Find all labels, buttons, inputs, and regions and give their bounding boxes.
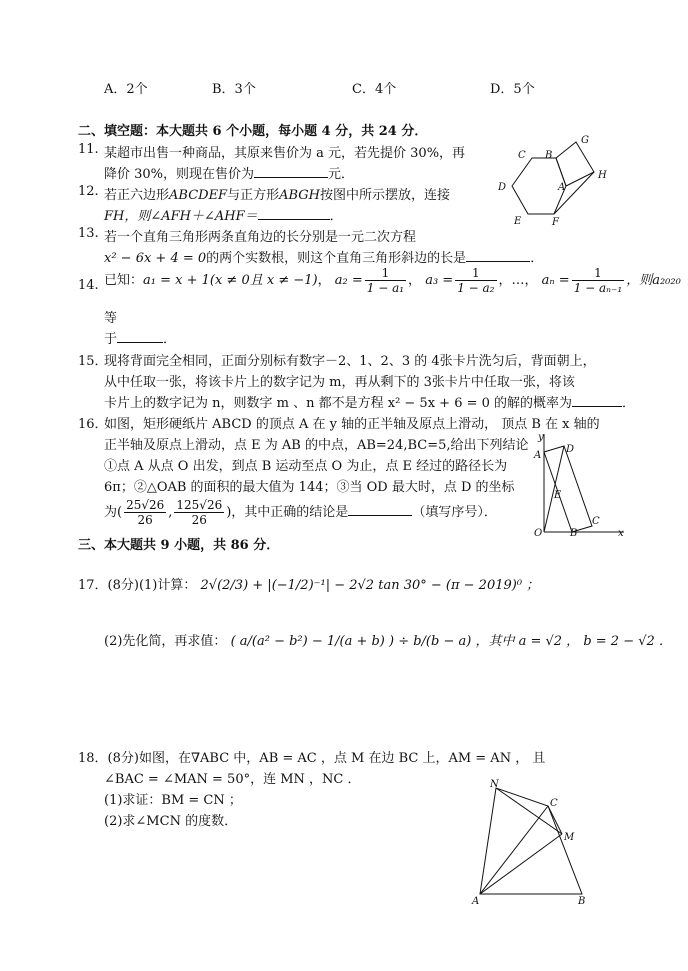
q15-answer-blank	[572, 394, 622, 407]
q15-line2: 从中任取一张，将该卡片上的数字记为 m，再从剩下的 3张卡片中任取一张，将该	[104, 375, 575, 390]
section-2-heading: 二、填空题：本大题共 6 个小题，每小题 4 分，共 24 分．	[78, 124, 428, 139]
q16-tail: （填写序号）．	[412, 505, 497, 520]
q17-line1	[78, 574, 539, 593]
q17-number: 17．(8分)	[78, 578, 139, 593]
hex-label-a: A	[558, 182, 566, 193]
q13-line1: 若一个直角三角形两条直角边的长分别是一元二次方程	[104, 230, 417, 245]
q16-line1: 如图，矩形硬纸片 ABCD 的顶点 A 在 y 轴的正半轴及原点上滑动， 顶点 B 在 x 轴的	[104, 417, 600, 432]
q14-lead: 已知：	[104, 273, 144, 288]
q14-a3: a₃ =	[425, 273, 454, 288]
q16-comma: ,	[168, 505, 173, 520]
q14-period: ．	[163, 332, 177, 347]
q11-unit: 元．	[328, 167, 355, 182]
q14-answer-blank	[117, 330, 163, 343]
q11-text: 降价 30%，则现在售价为	[104, 167, 255, 182]
q17-part1-label: (1)计算：	[138, 578, 197, 593]
q16-line2: 正半轴及原点上滑动，点 E 为 AB 的中点，AB=24,BC=5,给出下列结论	[104, 438, 529, 453]
tri-label-c: C	[550, 798, 558, 809]
rect-label-c: C	[592, 516, 600, 527]
q16-frac-y: $\frac{125√26}{26}$	[176, 498, 223, 527]
q16-open: 为(	[104, 505, 123, 520]
rect-label-a: A	[534, 450, 542, 461]
hex-label-h: H	[598, 170, 607, 181]
q14-frac-an: $\frac{1}{\text{1 − aₙ₋₁}}$	[573, 266, 623, 295]
choice-b: B．3个	[212, 82, 256, 97]
q11-answer-blank	[254, 165, 328, 178]
q14-number: 14.	[78, 278, 99, 293]
q16-line3: ①点 A 从点 O 出发，到点 B 运动至点 O 为止，点 E 经过的路径长为	[104, 459, 508, 474]
q13-period: ．	[530, 251, 544, 266]
q16-line4: 6π；②△OAB 的面积的最大值为 144；③当 OD 最大时，点 D 的坐标	[104, 480, 515, 495]
q11-line2	[104, 163, 354, 182]
hexagon-square-figure	[492, 128, 616, 230]
q12-square-name: ABGH	[279, 188, 320, 203]
q12-period: ．	[329, 209, 343, 224]
q13-answer-blank	[466, 249, 530, 262]
rectangle-axes-figure	[530, 428, 628, 540]
q16-text: )，其中正确的结论是	[226, 505, 349, 520]
q11-number: 11.	[78, 142, 99, 157]
q12-answer-blank	[258, 207, 330, 220]
q14-a1: a₁ = x + 1(x ≠ 0且 x ≠ −1)	[143, 273, 318, 288]
tri-label-a: A	[472, 896, 480, 907]
choice-d: D．5个	[490, 82, 535, 97]
hex-label-b: B	[545, 150, 553, 161]
q17-condition: ，其中 a = √2 ， b = 2 − √2 ．	[475, 634, 672, 649]
rect-label-y: y	[538, 432, 544, 443]
section-3-heading: 三、本大题共 9 小题，共 86 分．	[78, 538, 280, 553]
q12-number: 12.	[78, 184, 99, 199]
q15-period: ．	[622, 396, 636, 411]
q13-text: 的两个实数根，则这个直角三角形斜边的长是	[206, 251, 467, 266]
hex-label-e: E	[514, 216, 522, 227]
q12-angle-expr: ，则∠AFH＋∠AHF＝	[124, 209, 258, 224]
q14-frac-a2: $\frac{1}{\text{1 − a₁}}$	[366, 266, 405, 295]
q18-line1	[78, 747, 545, 766]
q14-dots: ，…，	[498, 273, 538, 288]
q13-equation: x² − 6x + 4 = 0	[104, 251, 207, 266]
hex-label-g: G	[581, 135, 589, 146]
q12-text-e: 按图中所示摆放，连接	[320, 188, 451, 203]
q18-text-1: 如图，在∇ABC 中，AB = AC ，点 M 在边 BC 上，AM = AN ， 且	[138, 751, 546, 766]
q15-line1: 现将背面完全相同，正面分别标有数字－2、1、2、3 的 4张卡片洗匀后，背面朝上，	[104, 354, 596, 369]
q15-line3	[104, 392, 635, 411]
triangle-figure	[466, 778, 596, 908]
q16-answer-blank	[348, 503, 412, 516]
q14-text: 于	[104, 332, 118, 347]
rect-label-x: x	[618, 528, 624, 539]
q14-line3	[104, 328, 176, 347]
q12-segment: FH	[104, 209, 125, 224]
q18-number: 18．(8分)	[78, 751, 139, 766]
q13-number: 13.	[78, 226, 99, 241]
q16-line5	[104, 498, 497, 527]
q15-number: 15．	[78, 354, 108, 369]
hex-label-d: D	[498, 182, 507, 193]
hex-label-f: F	[552, 217, 559, 228]
q14-tail: ，则a₂₀₂₀	[626, 273, 681, 288]
q14-line2: 等	[104, 311, 118, 326]
q17-line2	[104, 630, 672, 649]
q12-line1	[104, 184, 450, 203]
q14-a2: a₂ =	[334, 273, 363, 288]
q17-expression-2: ( a/(a² − b²) − 1/(a + b) ) ÷ b/(b − a)	[230, 634, 472, 649]
rect-label-b: B	[570, 528, 578, 539]
choice-c: C．4个	[352, 82, 397, 97]
choice-a: A．2个	[104, 82, 148, 97]
q12-text-c: 与正方形	[227, 188, 280, 203]
q14-frac-a3: $\frac{1}{\text{1 − a₂}}$	[457, 266, 495, 295]
q14-line1: 已知：a₁ = x + 1(x ≠ 0且 x ≠ −1)， a₂ = $\frac{1}{\text{1 − a₁}}$ ， a₃ = $\frac{1}{\text{1 − a₂}}$ ，…， aₙ = $\frac{1}{\text{1 − aₙ₋₁}}$ ，则a₂₀₂₀	[104, 266, 681, 295]
q18-line2: ∠BAC = ∠MAN = 50°，连 MN ，NC ．	[104, 772, 361, 787]
rect-label-o: O	[534, 528, 543, 539]
hex-label-c: C	[518, 150, 526, 161]
tri-label-n: N	[490, 779, 499, 790]
rect-label-d: D	[566, 444, 575, 455]
q11-line1: 某超市出售一种商品，其原来售价为 a 元，若先提价 30%，再	[104, 146, 466, 161]
q18-sub2: (2)求∠MCN 的度数．	[104, 814, 238, 829]
q15-text: 卡片上的数字记为 n，则数字 m 、n 都不是方程 x² − 5x + 6 = 0 的解的概率为	[104, 396, 573, 411]
rect-label-e: E	[554, 490, 562, 501]
q18-sub1: (1)求证：BM = CN ；	[104, 793, 242, 808]
q13-line2	[104, 247, 543, 266]
q17-expression-1: 2√(2/3) + |(−1/2)⁻¹| − 2√2 tan 30° − (π − 2019)⁰ ；	[200, 578, 540, 593]
tri-label-b: B	[578, 896, 586, 907]
q12-line2	[104, 205, 343, 224]
q12-hexagon-name: ABCDEF	[169, 188, 228, 203]
tri-label-m: M	[564, 832, 575, 843]
q17-part2-label: (2)先化简，再求值：	[104, 634, 227, 649]
q12-text-a: 若正六边形	[104, 188, 170, 203]
q14-an: aₙ =	[541, 273, 570, 288]
q16-number: 16．	[78, 417, 108, 432]
q16-frac-x: $\frac{25√26}{26}$	[126, 498, 165, 527]
